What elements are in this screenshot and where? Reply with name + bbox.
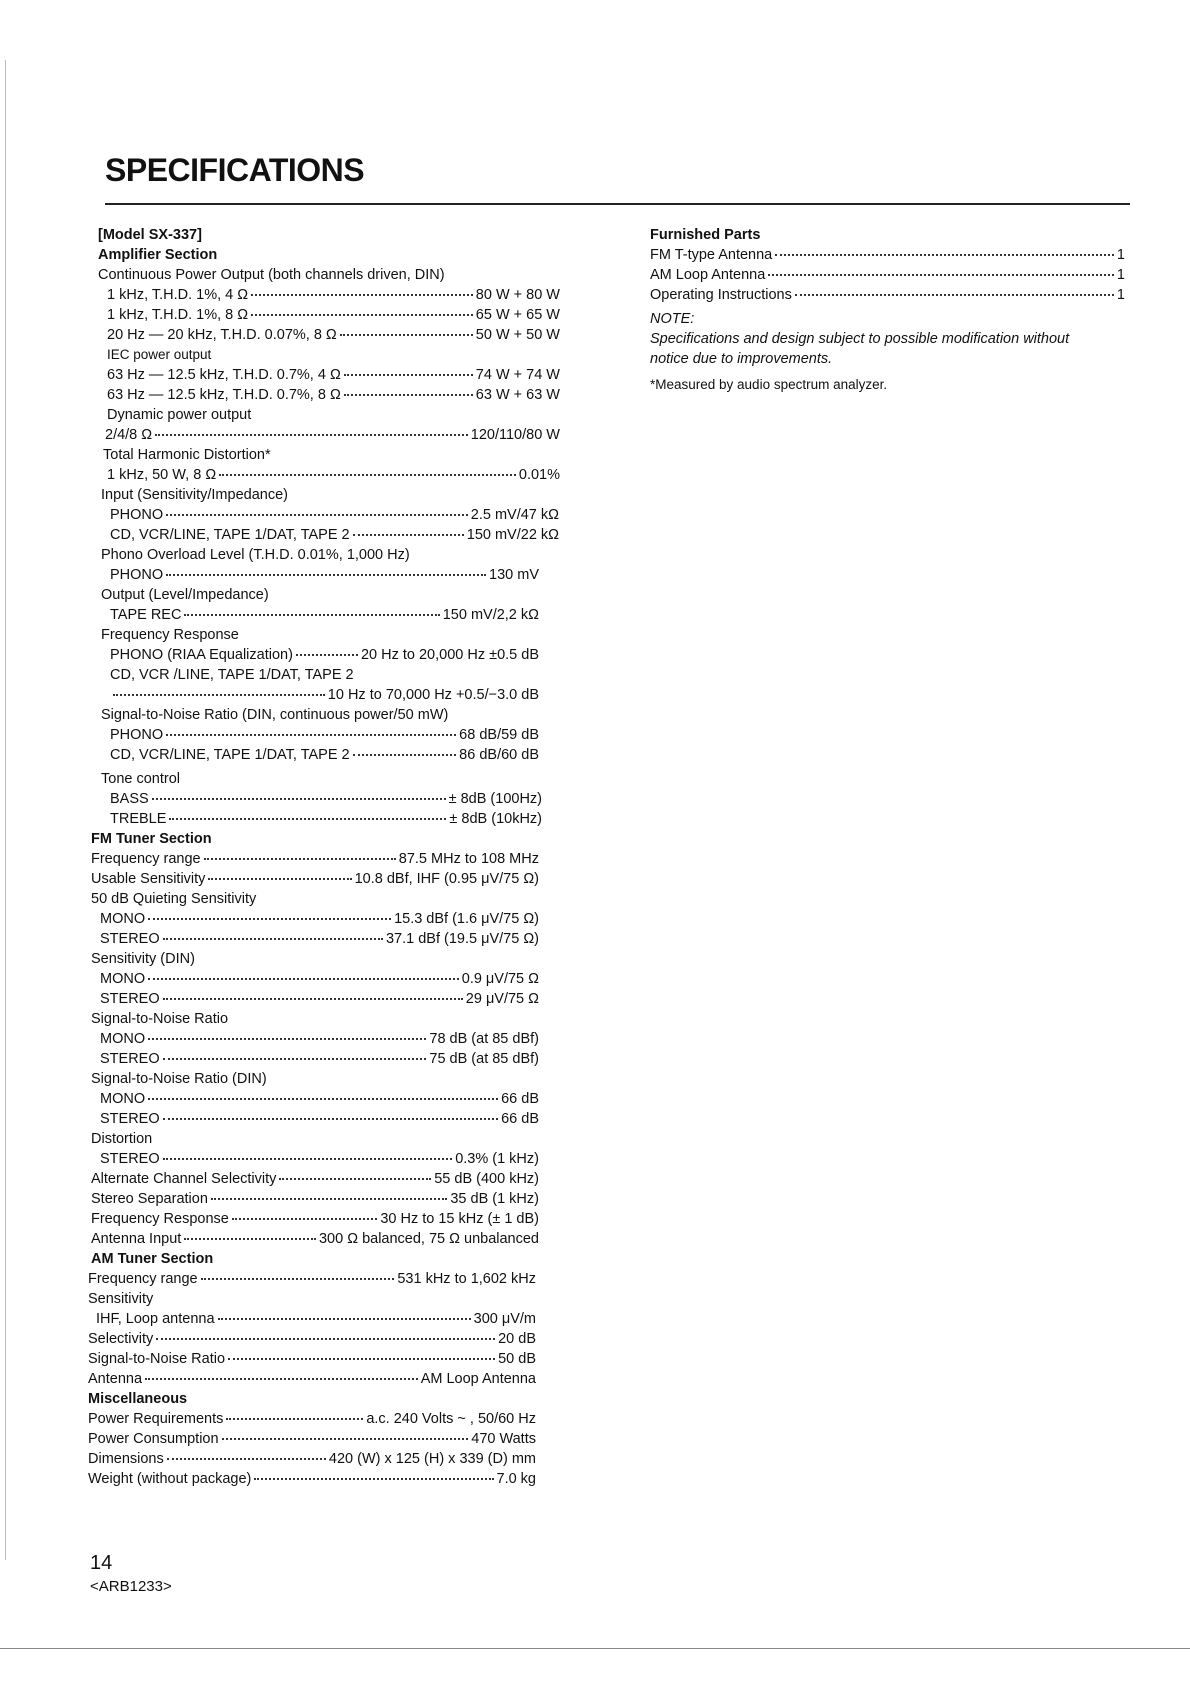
part-row: AM Loop Antenna 1 xyxy=(650,267,1125,283)
spec-group-label: Dynamic power output xyxy=(107,407,252,423)
document-code: <ARB1233> xyxy=(90,1578,172,1595)
spec-group-label: Continuous Power Output (both channels driven, DIN) xyxy=(98,267,445,283)
spec-row: Alternate Channel Selectivity 55 dB (400 kHz) xyxy=(91,1171,539,1187)
fm-tuner-section-heading: FM Tuner Section xyxy=(91,831,212,847)
spec-row: STEREO 0.3% (1 kHz) xyxy=(100,1151,539,1167)
spec-row: CD, VCR/LINE, TAPE 1/DAT, TAPE 2 86 dB/60 dB xyxy=(110,747,539,763)
spec-row: MONO 66 dB xyxy=(100,1091,539,1107)
spec-row: Frequency Response 30 Hz to 15 kHz (± 1 dB) xyxy=(91,1211,539,1227)
furnished-parts-heading: Furnished Parts xyxy=(650,227,761,243)
spec-row: STEREO 37.1 dBf (19.5 μV/75 Ω) xyxy=(100,931,539,947)
spec-row: MONO 0.9 μV/75 Ω xyxy=(100,971,539,987)
spec-row: CD, VCR/LINE, TAPE 1/DAT, TAPE 2 150 mV/22 kΩ xyxy=(110,527,559,543)
spec-row: Signal-to-Noise Ratio 50 dB xyxy=(88,1351,536,1367)
spec-group-label: Output (Level/Impedance) xyxy=(101,587,269,603)
spec-group-label: IEC power output xyxy=(107,347,212,362)
spec-row: Frequency range 531 kHz to 1,602 kHz xyxy=(88,1271,536,1287)
spec-row: MONO 78 dB (at 85 dBf) xyxy=(100,1031,539,1047)
note-text: notice due to improvements. xyxy=(650,351,833,367)
spec-row: Antenna Input 300 Ω balanced, 75 Ω unbalanced xyxy=(91,1231,539,1247)
spec-row: Power Requirements a.c. 240 Volts ~ , 50/60 Hz xyxy=(88,1411,536,1427)
spec-group-label: Sensitivity (DIN) xyxy=(91,951,195,967)
spec-row: PHONO (RIAA Equalization) 20 Hz to 20,000 Hz ±0.5 dB xyxy=(110,647,539,663)
bottom-divider xyxy=(0,1648,1190,1649)
miscellaneous-section-heading: Miscellaneous xyxy=(88,1391,188,1407)
spec-row: TAPE REC 150 mV/2,2 kΩ xyxy=(110,607,539,623)
spec-row: STEREO 75 dB (at 85 dBf) xyxy=(100,1051,539,1067)
measurement-footnote: *Measured by audio spectrum analyzer. xyxy=(650,377,888,392)
am-tuner-section-heading: AM Tuner Section xyxy=(91,1251,214,1267)
page-number: 14 xyxy=(90,1552,113,1574)
spec-row: Dimensions 420 (W) x 125 (H) x 339 (D) mm xyxy=(88,1451,536,1467)
spec-group-label: CD, VCR /LINE, TAPE 1/DAT, TAPE 2 xyxy=(110,667,354,683)
part-row: FM T-type Antenna 1 xyxy=(650,247,1125,263)
spec-row: BASS ± 8dB (100Hz) xyxy=(110,791,542,807)
spec-group-label: Phono Overload Level (T.H.D. 0.01%, 1,000 Hz) xyxy=(101,547,410,563)
amplifier-section-heading: Amplifier Section xyxy=(98,247,218,263)
spec-group-label: Total Harmonic Distortion* xyxy=(103,447,271,463)
spec-row: Weight (without package) 7.0 kg xyxy=(88,1471,536,1487)
spec-row: Frequency range 87.5 MHz to 108 MHz xyxy=(91,851,539,867)
spec-group-label: Tone control xyxy=(101,771,180,787)
furnished-parts-column xyxy=(650,225,1130,395)
scan-edge-line xyxy=(5,60,6,1560)
spec-row: 2/4/8 Ω 120/110/80 W xyxy=(105,427,560,443)
spec-row: 1 kHz, 50 W, 8 Ω 0.01% xyxy=(107,467,560,483)
note-title: NOTE: xyxy=(650,311,695,327)
part-row: Operating Instructions 1 xyxy=(650,287,1125,303)
spec-row: 20 Hz — 20 kHz, T.H.D. 0.07%, 8 Ω 50 W + 50 W xyxy=(107,327,560,343)
spec-row: Antenna AM Loop Antenna xyxy=(88,1371,536,1387)
spec-row: PHONO 130 mV xyxy=(110,567,539,583)
spec-row: STEREO 66 dB xyxy=(100,1111,539,1127)
spec-group-label: Signal-to-Noise Ratio (DIN, continuous power/50 mW) xyxy=(101,707,449,723)
spec-group-label: Signal-to-Noise Ratio (DIN) xyxy=(91,1071,267,1087)
spec-row: IHF, Loop antenna 300 μV/m xyxy=(96,1311,536,1327)
spec-group-label: Input (Sensitivity/Impedance) xyxy=(101,487,288,503)
spec-group-label: Frequency Response xyxy=(101,627,239,643)
spec-group-label: Sensitivity xyxy=(88,1291,154,1307)
spec-group-label: Signal-to-Noise Ratio xyxy=(91,1011,229,1027)
page-title: SPECIFICATIONS xyxy=(105,152,365,188)
spec-row: 1 kHz, T.H.D. 1%, 8 Ω 65 W + 65 W xyxy=(107,307,560,323)
specifications-column xyxy=(88,225,588,1489)
model-heading: [Model SX-337] xyxy=(98,227,202,243)
spec-row: STEREO 29 μV/75 Ω xyxy=(100,991,539,1007)
spec-row: Stereo Separation 35 dB (1 kHz) xyxy=(91,1191,539,1207)
spec-group-label: Distortion xyxy=(91,1131,153,1147)
spec-row: Selectivity 20 dB xyxy=(88,1331,536,1347)
spec-row: 1 kHz, T.H.D. 1%, 4 Ω 80 W + 80 W xyxy=(107,287,560,303)
spec-row: 10 Hz to 70,000 Hz +0.5/−3.0 dB xyxy=(88,685,539,705)
spec-row: 63 Hz — 12.5 kHz, T.H.D. 0.7%, 4 Ω 74 W + 74 W xyxy=(107,367,560,383)
spec-row: Usable Sensitivity 10.8 dBf, IHF (0.95 μV/75 Ω) xyxy=(91,871,539,887)
spec-row: 63 Hz — 12.5 kHz, T.H.D. 0.7%, 8 Ω 63 W + 63 W xyxy=(107,387,560,403)
spec-row: Power Consumption 470 Watts xyxy=(88,1431,536,1447)
title-divider xyxy=(105,203,1130,205)
spec-row: TREBLE ± 8dB (10kHz) xyxy=(110,811,542,827)
note-text: Specifications and design subject to possible modification without xyxy=(650,331,1070,347)
spec-row: MONO 15.3 dBf (1.6 μV/75 Ω) xyxy=(100,911,539,927)
spec-row: PHONO 2.5 mV/47 kΩ xyxy=(110,507,559,523)
spec-group-label: 50 dB Quieting Sensitivity xyxy=(91,891,257,907)
spec-row: PHONO 68 dB/59 dB xyxy=(110,727,539,743)
